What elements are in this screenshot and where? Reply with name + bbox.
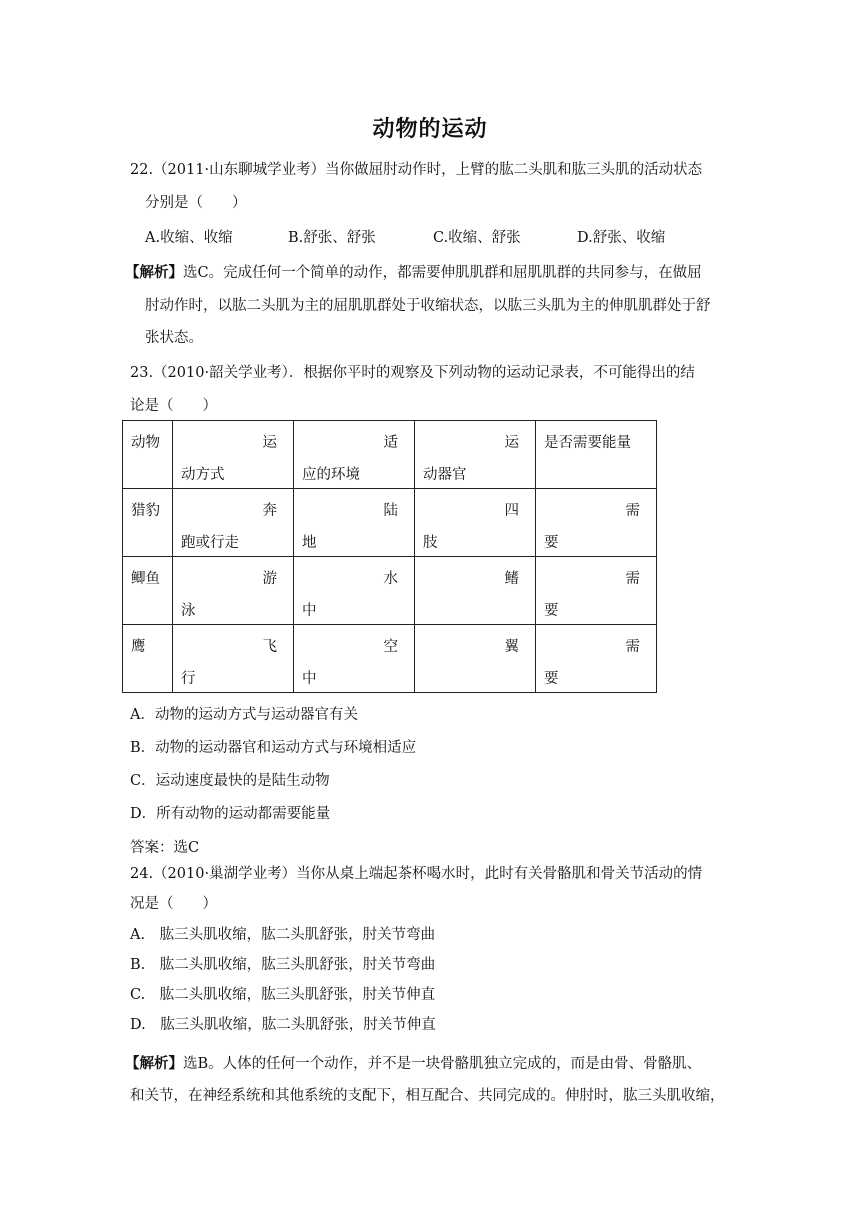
q24-stem-line2: 况是（ ）: [130, 896, 217, 912]
table-row: [123, 625, 657, 693]
q23-option-c: C．运动速度最快的是陆生动物: [130, 773, 330, 789]
header-cell-animal: 动物: [123, 421, 173, 489]
cell-animal: 猎豹: [123, 489, 173, 557]
q22-option-c: C.收缩、舒张: [433, 230, 521, 246]
q22-analysis-line1: [125, 261, 702, 282]
cell-energy: 需 要: [536, 557, 657, 625]
q22-stem-line1: 22.（2011·山东聊城学业考）当你做屈肘动作时，上臂的肱二头肌和肱三头肌的活动状态: [130, 162, 703, 178]
table-row: [123, 557, 657, 625]
q24-option-c: C. 肱二头肌收缩，肱三头肌舒张，肘关节伸直: [130, 987, 436, 1003]
q23-option-d: D．所有动物的运动都需要能量: [130, 806, 331, 822]
cell-animal: 鹰: [123, 625, 173, 693]
q22-analysis-text1: 选C。完成任何一个简单的动作，都需要伸肌肌群和屈肌肌群的共同参与，在做屈: [183, 265, 702, 281]
cell-movement-mode: 游 泳: [173, 557, 294, 625]
q22-option-b: B.舒张、舒张: [288, 230, 376, 246]
cell-environment: 空 中: [294, 625, 415, 693]
cell-animal: 鲫鱼: [123, 557, 173, 625]
cell-environment: 水 中: [294, 557, 415, 625]
header-cell-movement-mode: 运 动方式: [173, 421, 294, 489]
q23-answer: 答案：选C: [130, 840, 200, 856]
q24-analysis-line2: 和关节，在神经系统和其他系统的支配下，相互配合、共同完成的。伸肘时，肱三头肌收缩，: [130, 1088, 725, 1104]
cell-environment: 陆 地: [294, 489, 415, 557]
cell-organ: 鳍: [415, 557, 536, 625]
q23-option-b: B．动物的运动器官和运动方式与环境相适应: [130, 740, 417, 756]
cell-energy: 需 要: [536, 489, 657, 557]
q24-option-b: B. 肱二头肌收缩，肱三头肌舒张，肘关节弯曲: [130, 957, 436, 973]
cell-energy: 需 要: [536, 625, 657, 693]
q22-option-d: D.舒张、收缩: [577, 230, 666, 246]
q22-analysis-tag: 【解析】: [125, 264, 183, 281]
q23-stem-line2: 论是（ ）: [130, 398, 217, 414]
header-cell-energy: 是否需要能量: [536, 421, 657, 489]
page-title: 动物的运动: [372, 117, 488, 142]
table-header-row: [123, 421, 657, 489]
cell-organ: 翼: [415, 625, 536, 693]
table-row: [123, 489, 657, 557]
q22-stem-line2: 分别是（ ）: [145, 195, 247, 211]
q22-analysis-line3: 张状态。: [145, 330, 203, 346]
q24-analysis-tag: 【解析】: [125, 1055, 183, 1072]
header-cell-organ: 运 动器官: [415, 421, 536, 489]
q24-stem-line1: 24.（2010·巢湖学业考）当你从桌上端起茶杯喝水时，此时有关骨骼肌和骨关节活动的情: [130, 866, 703, 882]
cell-movement-mode: 奔 跑或行走: [173, 489, 294, 557]
q23-stem-line1: 23.（2010·韶关学业考）．根据你平时的观察及下列动物的运动记录表，不可能得出的结: [130, 365, 695, 381]
cell-organ: 四 肢: [415, 489, 536, 557]
animal-movement-table: [122, 420, 657, 693]
cell-movement-mode: 飞 行: [173, 625, 294, 693]
q24-option-d: D. 肱三头肌收缩，肱二头肌舒张，肘关节伸直: [130, 1017, 436, 1033]
q24-option-a: A. 肱三头肌收缩，肱二头肌舒张，肘关节弯曲: [130, 927, 436, 943]
header-cell-environment: 适 应的环境: [294, 421, 415, 489]
q22-analysis-line2: 肘动作时，以肱二头肌为主的屈肌肌群处于收缩状态，以肱三头肌为主的伸肌肌群处于舒: [145, 298, 711, 314]
q24-analysis-line1: [125, 1052, 701, 1073]
q23-option-a: A．动物的运动方式与运动器官有关: [130, 707, 358, 723]
q24-analysis-text1: 选B。人体的任何一个动作，并不是一块骨骼肌独立完成的，而是由骨、骨骼肌、: [183, 1056, 702, 1072]
q22-option-a: A.收缩、收缩: [145, 230, 233, 246]
